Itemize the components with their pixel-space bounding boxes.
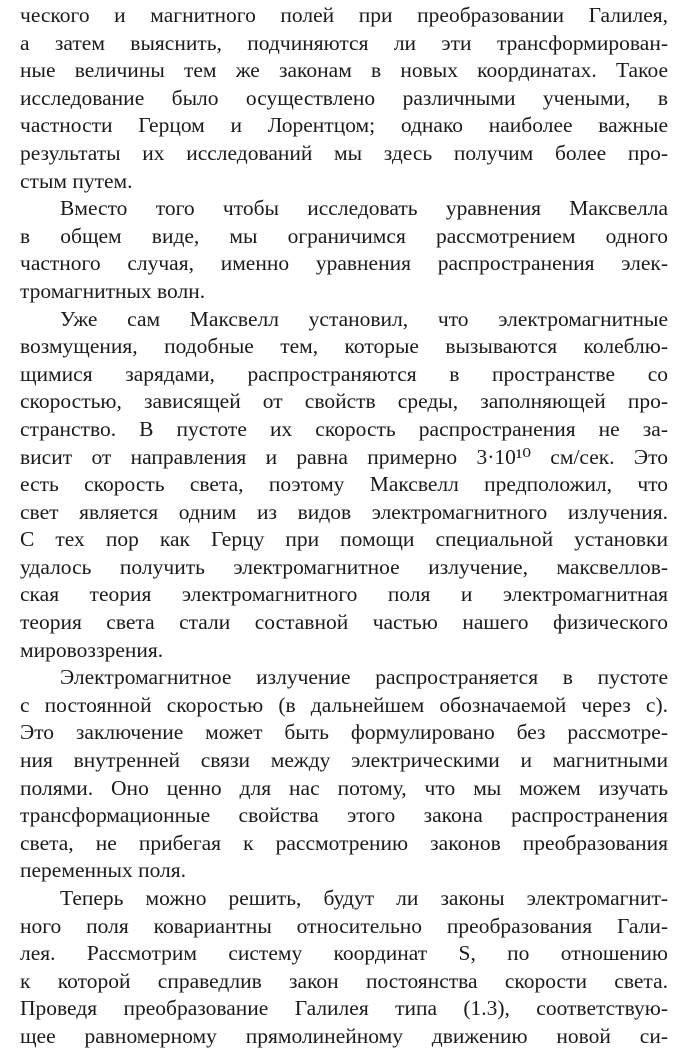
text-line: Теперь можно решить, будут ли законы электромагнит- <box>60 886 668 910</box>
text-line: скоростью, зависящей от свойств среды, заполняющей про- <box>20 389 668 414</box>
text-line: Уже сам Максвелл установил, что электромагнитные <box>60 306 668 331</box>
text-line: удалось получить электромагнитное излучение, максвеллов- <box>20 554 668 579</box>
text-line: к которой справедлив закон постоянства скорости света. <box>20 968 668 993</box>
text-line: странство. В пустоте их скорость распространения не за- <box>20 416 668 441</box>
text-line: ческого и магнитного полей при преобразовании Галилея, <box>20 3 668 27</box>
text-line: С тех пор как Герцу при помощи специальной установки <box>20 527 668 552</box>
text-line: свет является одним из видов электромагнитного излучения. <box>20 499 668 524</box>
paragraph-1 <box>20 2 668 195</box>
paragraph-2 <box>20 195 668 305</box>
text-line: ния внутренней связи между электрическими и магнитными <box>20 748 668 773</box>
text-line: ные величины тем же законам в новых координатах. Такое <box>20 58 668 83</box>
text-line: переменных поля. <box>20 858 187 883</box>
text-line: Электромагнитное излучение распространяется в пустоте <box>60 665 668 690</box>
paragraph-5 <box>20 885 668 1051</box>
text-line: ская теория электромагнитного поля и электромагнитная <box>20 582 668 607</box>
text-line: света, не прибегая к рассмотрению законов преобразования <box>20 830 668 855</box>
text-line: исследование было осуществлено различными учеными, в <box>20 85 668 110</box>
text-line: лея. Рассмотрим систему координат S, по отношению <box>20 941 668 966</box>
text-line: а затем выяснить, подчиняются ли эти трансформирован- <box>20 30 668 55</box>
text-line: трансформационные свойства этого закона распространения <box>20 803 668 828</box>
text-line: стым путем. <box>20 168 133 193</box>
text-line: теория света стали составной частью нашего физического <box>20 610 668 635</box>
text-line: висит от направления и равна примерно 3·10¹⁰ см/сек. Это <box>20 444 668 469</box>
text-line: возмущения, подобные тем, которые вызываются колеблю- <box>20 334 668 359</box>
text-line: полями. Оно ценно для нас потому, что мы можем изучать <box>20 775 668 800</box>
text-line: в общем виде, мы ограничимся рассмотрением одного <box>20 223 668 248</box>
text-line: есть скорость света, поэтому Максвелл предположил, что <box>20 472 668 497</box>
paragraph-4 <box>20 664 668 885</box>
text-line: частного случая, именно уравнения распространения элек- <box>20 251 668 276</box>
text-line: мировоззрения. <box>20 637 164 662</box>
text-line: с постоянной скоростью (в дальнейшем обозначаемой через c). <box>20 692 668 717</box>
text-line: ного поля ковариантны относительно преобразования Гали- <box>20 913 668 938</box>
text-line: результаты их исследований мы здесь получим более про- <box>20 140 668 165</box>
text-line: щее равномерному прямолинейному движению новой си- <box>20 1023 668 1048</box>
text-line: Проведя преобразование Галилея типа (1.3), соответствую- <box>20 996 668 1021</box>
text-line: тромагнитных волн. <box>20 278 206 303</box>
text-line: частности Герцом и Лорентцом; однако наиболее важные <box>20 113 668 138</box>
document-page <box>20 2 668 1051</box>
text-line: Вместо того чтобы исследовать уравнения Максвелла <box>60 196 668 221</box>
text-line: Это заключение может быть формулировано без рассмотре- <box>20 720 668 745</box>
text-line: щимися зарядами, распространяются в пространстве со <box>20 361 668 386</box>
paragraph-3 <box>20 306 668 665</box>
